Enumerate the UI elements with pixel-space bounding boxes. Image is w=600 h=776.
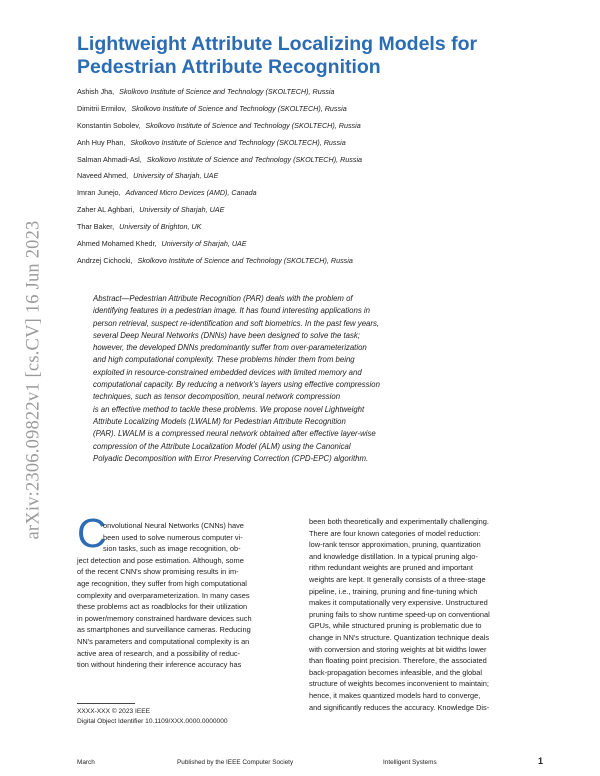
drop-cap: C <box>77 510 107 556</box>
body-line: NN's parameters and computational complexity is an <box>77 636 250 646</box>
abstract-line: computational capacity. By reducing a network's layers using effective compression <box>93 380 380 390</box>
author-affiliation: University of Sharjah, UAE <box>133 171 219 181</box>
body-column-right <box>309 516 527 713</box>
author-affiliation: Skolkovo Institute of Science and Technology (SKOLTECH), Russia <box>146 154 363 164</box>
arxiv-sidebar <box>14 200 54 560</box>
author-entry <box>77 84 537 101</box>
body-line: than floating point precision. Therefore, the associated <box>309 656 487 666</box>
author-affiliation: University of Brighton, UK <box>119 222 202 232</box>
body-line: age recognition, they suffer from high computational <box>77 578 247 588</box>
author-name: Salman Ahmadi-Asl, <box>77 154 142 164</box>
body-line: in power/memory constrained hardware devices such <box>77 613 252 623</box>
body-line: been both theoretically and experimentally challenging. <box>309 517 489 526</box>
body-line: with conversion and storing weights at bit widths lower <box>309 644 487 654</box>
author-affiliation: Skolkovo Institute of Science and Technology (SKOLTECH), Russia <box>131 103 347 113</box>
abstract-line: techniques, such as tensor decomposition, neural network compression <box>93 392 341 402</box>
abstract-line: however, the developed DNNs predominantly suffer from over-parameterization <box>93 343 367 353</box>
body-line: change in NN's structure. Quantization technique deals <box>309 632 490 642</box>
author-entry <box>77 152 537 169</box>
author-name: Ahmed Mohamed Khedr, <box>77 239 157 249</box>
body-line: and significantly reduces the accuracy. Knowledge Dis- <box>309 702 490 712</box>
author-entry <box>77 168 537 185</box>
body-line: active area of research, and a possibility of reduc- <box>77 648 241 658</box>
footer-publisher: Published by the IEEE Computer Society <box>177 759 294 766</box>
abstract-line: is an effective method to tackle these problems. We propose novel Lightweight <box>93 404 365 414</box>
title-line: Pedestrian Attribute Recognition <box>77 56 381 78</box>
body-line: structure of weights becomes inconvenient to maintain; <box>309 679 489 689</box>
abstract <box>93 293 469 465</box>
body-line: weights are kept. It generally consists of a three-stage <box>309 574 486 584</box>
abstract-line: Abstract—Pedestrian Attribute Recognition (PAR) deals with the problem of <box>93 294 353 303</box>
author-affiliation: Skolkovo Institute of Science and Technology (SKOLTECH), Russia <box>145 120 361 130</box>
body-line: There are four known categories of model reduction: <box>309 528 481 538</box>
author-affiliation: University of Sharjah, UAE <box>161 239 247 249</box>
footnote-line: Digital Object Identifier 10.1109/XXX.0000.0000000 <box>77 718 228 725</box>
body-line: pipeline, i.e., training, pruning and fine-tuning which <box>309 586 478 596</box>
author-name: Ashish Jha, <box>77 87 115 96</box>
copyright-footnote <box>77 707 228 727</box>
body-column-left <box>77 520 292 671</box>
body-line: makes it computationally very expensive. Unstructured <box>309 598 488 608</box>
author-affiliation: Skolkovo Institute of Science and Technology (SKOLTECH), Russia <box>130 137 346 147</box>
author-entry <box>77 219 537 236</box>
author-name: Andrzej Cichocki, <box>77 255 133 265</box>
body-line: been used to solve numerous computer vi- <box>103 532 243 542</box>
page-number: 1 <box>538 756 544 766</box>
author-list <box>77 84 537 270</box>
abstract-line: (PAR). LWALM is a compressed neural network obtained after effective layer-wise <box>93 429 376 439</box>
arxiv-identifier: arXiv:2306.09822v1 [cs.CV] 16 Jun 2023 <box>23 220 44 540</box>
author-affiliation: University of Sharjah, UAE <box>139 205 225 215</box>
footnote-line: XXXX-XXX © 2023 IEEE <box>77 708 151 715</box>
author-name: Naveed Ahmed, <box>77 171 129 181</box>
abstract-line: several Deep Neural Networks (DNNs) have been designed to solve the task; <box>93 330 360 340</box>
body-line: these problems act as roadblocks for their utilization <box>77 602 248 612</box>
abstract-line: exploited in resource-constrained embedded devices with limited memory and <box>93 367 362 377</box>
body-line: sion tasks, such as image recognition, ob- <box>103 544 241 554</box>
author-entry <box>77 135 537 152</box>
author-entry <box>77 236 537 253</box>
body-line: GPUs, while structured pruning is problematic due to <box>309 621 482 631</box>
author-entry <box>77 118 537 135</box>
footnote-divider <box>77 703 135 704</box>
body-line: pruning fails to show runtime speed-up on conventional <box>309 609 490 619</box>
title-line: Lightweight Attribute Localizing Models for <box>77 33 478 55</box>
author-affiliation: Skolkovo Institute of Science and Technology (SKOLTECH), Russia <box>137 255 353 265</box>
body-line: rithm redundant weights are pruned and important <box>309 563 473 573</box>
author-name: Dimitrii Ermilov, <box>77 103 127 113</box>
body-line: as smartphones and surveillance cameras. Reducing <box>77 625 251 635</box>
author-name: Anh Huy Phan, <box>77 137 126 147</box>
author-entry <box>77 101 537 118</box>
body-line: and knowledge distillation. In a typical pruning algo- <box>309 551 478 561</box>
author-name: Zaher AL Aghbari, <box>77 205 135 215</box>
body-line: hence, it makes quantized models hard to converge, <box>309 690 481 700</box>
footer-month: March <box>77 759 95 766</box>
body-line: low-rank tensor approximation, pruning, quantization <box>309 540 481 550</box>
author-name: Thar Baker, <box>77 222 115 232</box>
body-line: complexity and overparameterization. In many cases <box>77 590 250 600</box>
paper-title <box>77 33 537 79</box>
author-name: Konstantin Sobolev, <box>77 120 141 130</box>
abstract-line: Attribute Localizing Models (LWALM) for Pedestrian Attribute Recognition <box>93 416 346 426</box>
author-affiliation: Advanced Micro Devices (AMD), Canada <box>125 188 257 198</box>
author-entry <box>77 202 537 219</box>
abstract-line: identifying features in a pedestrian image. It has found interesting applications in <box>93 306 370 316</box>
body-line: ject detection and pose estimation. Although, some <box>77 555 244 565</box>
abstract-line: and high computational complexity. These problems hinder them from being <box>93 355 355 365</box>
body-line: onvolutional Neural Networks (CNNs) have <box>103 521 244 530</box>
abstract-line: person retrieval, suspect re-identification and soft biometrics. In the past few years, <box>93 318 380 328</box>
body-line: back-propagation becomes infeasible, and the global <box>309 667 482 677</box>
body-line: tion without hindering their inference accuracy has <box>77 660 242 670</box>
footer-journal: Intelligent Systems <box>383 759 437 766</box>
author-entry <box>77 253 537 270</box>
abstract-line: compression of the Attribute Localization Model (ALM) using the Canonical <box>93 441 351 451</box>
author-affiliation: Skolkovo Institute of Science and Technology (SKOLTECH), Russia <box>119 87 335 96</box>
author-entry <box>77 185 537 202</box>
author-name: Imran Junejo, <box>77 188 121 198</box>
body-line: of the recent CNN's show promising results in im- <box>77 567 239 577</box>
abstract-line: Polyadic Decomposition with Error Preserving Correction (CPD-EPC) algorithm. <box>93 453 369 463</box>
